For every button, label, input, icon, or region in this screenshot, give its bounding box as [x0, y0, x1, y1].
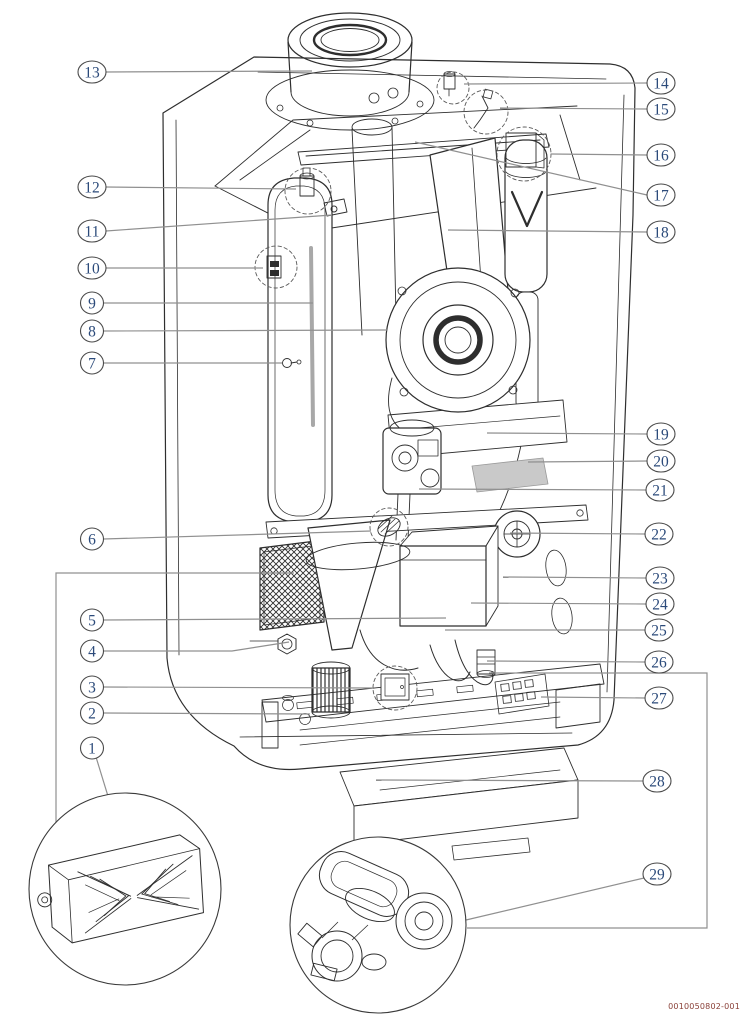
callout-2: [81, 702, 104, 724]
callout-number: 11: [84, 223, 100, 241]
callout-4: [81, 640, 104, 662]
callout-number: 8: [88, 323, 96, 341]
callout-number: 25: [651, 622, 667, 640]
dashed-marker-electrode: [464, 90, 508, 134]
callout-3: [81, 676, 104, 698]
callout-17: [647, 184, 675, 206]
leader-14: [464, 83, 647, 84]
callout-number: 24: [652, 596, 668, 614]
callout-number: 6: [88, 531, 96, 549]
type-plate: [472, 458, 548, 492]
leader-29: [466, 878, 644, 920]
rear-panel-openings: [544, 549, 575, 635]
callout-number: 2: [88, 705, 96, 723]
callout-20: [647, 450, 675, 472]
callout-12: [78, 176, 106, 198]
callout-22: [645, 523, 673, 545]
leader-26: [487, 661, 645, 662]
callout-1: [81, 737, 104, 759]
callout-11: [78, 220, 106, 242]
callout-9: [81, 292, 104, 314]
callout-number: 23: [652, 570, 668, 588]
callout-27: [645, 687, 673, 709]
callout-29: [643, 863, 671, 885]
leader-23: [503, 577, 646, 578]
callout-number: 3: [88, 679, 96, 697]
leader-20: [528, 461, 647, 462]
callout-13: [78, 61, 106, 83]
boiler-unit-drawing: [163, 13, 635, 860]
callout-number: 14: [653, 75, 669, 93]
callout-21: [646, 479, 674, 501]
callout-25: [645, 619, 673, 641]
callout-10: [78, 257, 106, 279]
callout-number: 7: [88, 355, 96, 373]
leader-27: [541, 697, 645, 698]
callout-28: [643, 770, 671, 792]
callout-6: [81, 528, 104, 550]
callout-number: 10: [84, 260, 100, 278]
expansion-vessel: [268, 178, 332, 522]
callout-number: 1: [88, 740, 96, 758]
callouts-left: [78, 61, 106, 759]
callout-number: 20: [653, 453, 669, 471]
inset-plate-heat-exchanger: [29, 793, 221, 985]
callout-number: 5: [88, 612, 96, 630]
leader-16: [551, 154, 647, 155]
callout-number: 22: [651, 526, 667, 544]
dashed-marker-plug: [437, 72, 469, 104]
callout-26: [645, 651, 673, 673]
callout-number: 13: [84, 64, 100, 82]
callout-number: 29: [649, 866, 665, 884]
hoses-fittings: [250, 630, 495, 685]
callout-number: 16: [653, 147, 669, 165]
callout-number: 21: [652, 482, 668, 500]
callout-23: [646, 567, 674, 589]
leader-2: [104, 713, 311, 714]
callout-number: 9: [88, 295, 96, 313]
callouts-right: [643, 72, 675, 885]
callout-16: [647, 144, 675, 166]
callout-number: 26: [651, 654, 667, 672]
callout-number: 4: [88, 643, 96, 661]
callout-19: [647, 423, 675, 445]
document-code: 0010050802-001: [668, 1002, 740, 1011]
callout-number: 27: [651, 690, 667, 708]
callout-24: [646, 593, 674, 615]
callout-number: 15: [653, 101, 669, 119]
leader-4: [104, 642, 290, 651]
callout-number: 12: [84, 179, 100, 197]
type-plate-face: [472, 458, 548, 492]
inset-circle-left: [29, 793, 221, 985]
callout-number: 18: [653, 224, 669, 242]
callout-number: 17: [653, 187, 669, 205]
callout-5: [81, 609, 104, 631]
leader-21: [419, 489, 646, 490]
callout-number: 28: [649, 773, 665, 791]
control-box: [400, 526, 498, 626]
leader-8: [104, 330, 388, 331]
callout-15: [647, 98, 675, 120]
callout-14: [647, 72, 675, 94]
callout-18: [647, 221, 675, 243]
air-intake-tube: [324, 119, 396, 335]
callout-number: 19: [653, 426, 669, 444]
inset-pump-assembly: [290, 837, 466, 1013]
pump: [494, 511, 540, 557]
leader-13: [106, 71, 312, 72]
callout-7: [81, 352, 104, 374]
leader-12: [106, 187, 296, 189]
callout-8: [81, 320, 104, 342]
